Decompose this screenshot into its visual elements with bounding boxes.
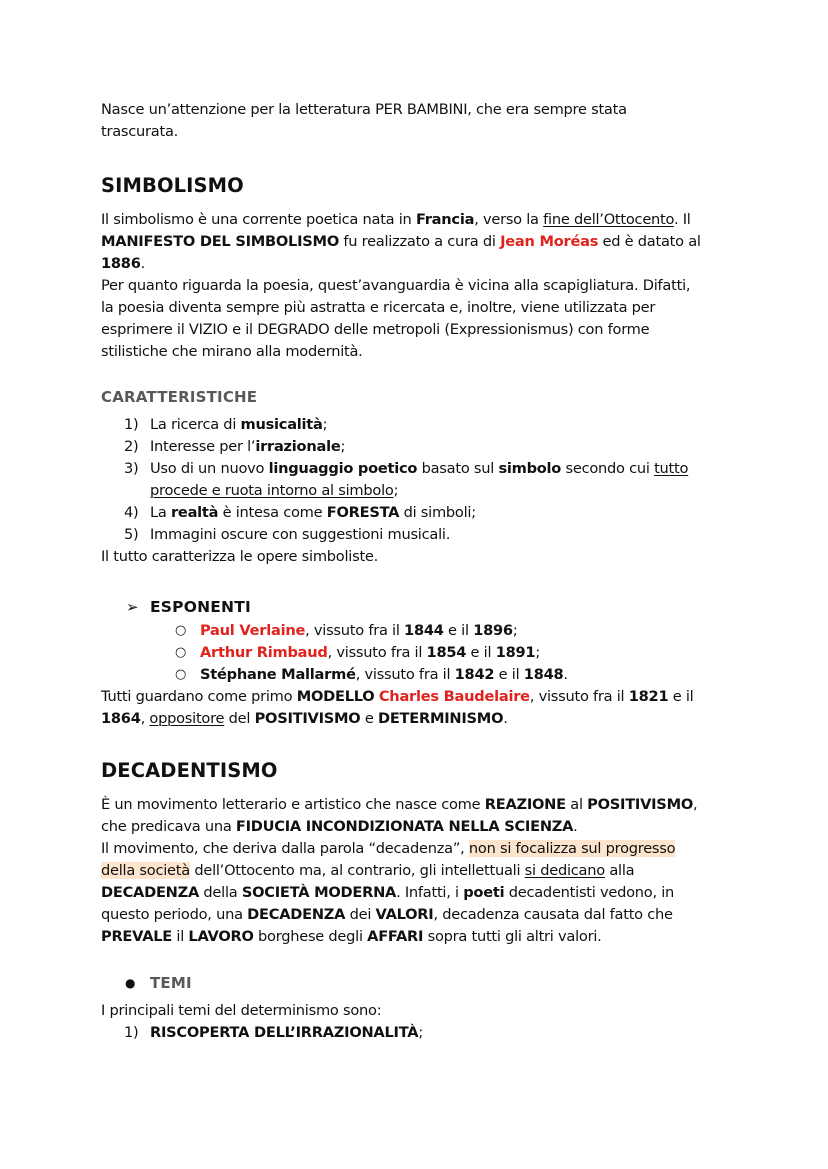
list-number: 3)	[124, 460, 139, 477]
circle-bullet-icon: ○	[175, 623, 187, 638]
disc-bullet-icon: ●	[125, 976, 136, 990]
paragraph-line: DECADENZA della SOCIETÀ MODERNA. Infatti, i poeti decadentisti vedono, in	[101, 884, 675, 901]
list-item-text: Paul Verlaine, vissuto fra il 1844 e il 1896;	[200, 622, 518, 639]
list-number: 2)	[124, 438, 139, 455]
intro-line: Nasce un’attenzione per la letteratura PER BAMBINI, che era sempre stata	[101, 101, 627, 118]
heading-caratteristiche: CARATTERISTICHE	[101, 388, 258, 406]
paragraph-line: che predicava una FIDUCIA INCONDIZIONATA NELLA SCIENZA.	[101, 818, 578, 835]
paragraph-line: 1864, oppositore del POSITIVISMO e DETERMINISMO.	[101, 710, 508, 727]
paragraph-line: Il movimento, che deriva dalla parola “decadenza”, non si focalizza sul progresso	[101, 840, 676, 857]
intro-line: trascurata.	[101, 123, 179, 140]
list-number: 4)	[124, 504, 139, 521]
heading-simbolismo: SIMBOLISMO	[101, 174, 244, 197]
heading-decadentismo: DECADENTISMO	[101, 759, 278, 782]
paragraph-line: Il tutto caratterizza le opere simboliste.	[101, 548, 379, 565]
paragraph-line: stilistiche che mirano alla modernità.	[101, 343, 363, 360]
heading-temi: TEMI	[150, 974, 192, 992]
list-number: 1)	[124, 1024, 139, 1041]
list-item-text: Arthur Rimbaud, vissuto fra il 1854 e il 1891;	[200, 644, 540, 661]
circle-bullet-icon: ○	[175, 667, 187, 682]
paragraph-line: 1886.	[101, 255, 146, 272]
paragraph-line: Il simbolismo è una corrente poetica nata in Francia, verso la fine dell’Ottocento. Il	[101, 211, 691, 228]
list-number: 5)	[124, 526, 139, 543]
highlighted-text: non si focalizza sul progresso	[468, 840, 676, 857]
paragraph-line: È un movimento letterario e artistico che nasce come REAZIONE al POSITIVISMO,	[101, 796, 698, 813]
list-item-text: Uso di un nuovo linguaggio poetico basato sul simbolo secondo cui tutto	[150, 460, 689, 477]
arrow-icon: ➢	[126, 598, 139, 616]
paragraph-line: MANIFESTO DEL SIMBOLISMO fu realizzato a cura di Jean Moréas ed è datato al	[101, 233, 701, 250]
heading-esponenti: ESPONENTI	[150, 598, 251, 616]
paragraph-line: PREVALE il LAVORO borghese degli AFFARI sopra tutti gli altri valori.	[101, 928, 602, 945]
paragraph-line: della società dell’Ottocento ma, al contrario, gli intellettuali si dedicano alla	[101, 862, 635, 879]
paragraph-line: Per quanto riguarda la poesia, quest’avanguardia è vicina alla scapigliatura. Difatti,	[101, 277, 691, 294]
list-item-text: procede e ruota intorno al simbolo;	[150, 482, 399, 499]
paragraph-line: Tutti guardano come primo MODELLO Charles Baudelaire, vissuto fra il 1821 e il	[101, 688, 694, 705]
list-item-text: La realtà è intesa come FORESTA di simboli;	[150, 504, 476, 521]
highlighted-text: della società	[101, 862, 190, 879]
list-item-text: La ricerca di musicalità;	[150, 416, 328, 433]
paragraph-line: questo periodo, una DECADENZA dei VALORI, decadenza causata dal fatto che	[101, 906, 673, 923]
paragraph-line: esprimere il VIZIO e il DEGRADO delle metropoli (Expressionismus) con forme	[101, 321, 650, 338]
circle-bullet-icon: ○	[175, 645, 187, 660]
list-item-text: Immagini oscure con suggestioni musicali.	[150, 526, 451, 543]
list-item-text: Interesse per l’irrazionale;	[150, 438, 346, 455]
list-item-text: Stéphane Mallarmé, vissuto fra il 1842 e il 1848.	[200, 666, 568, 683]
paragraph-line: la poesia diventa sempre più astratta e ricercata e, inoltre, viene utilizzata per	[101, 299, 656, 316]
paragraph-line: I principali temi del determinismo sono:	[101, 1002, 382, 1019]
list-item-text: RISCOPERTA DELL’IRRAZIONALITÀ;	[150, 1024, 423, 1041]
list-number: 1)	[124, 416, 139, 433]
